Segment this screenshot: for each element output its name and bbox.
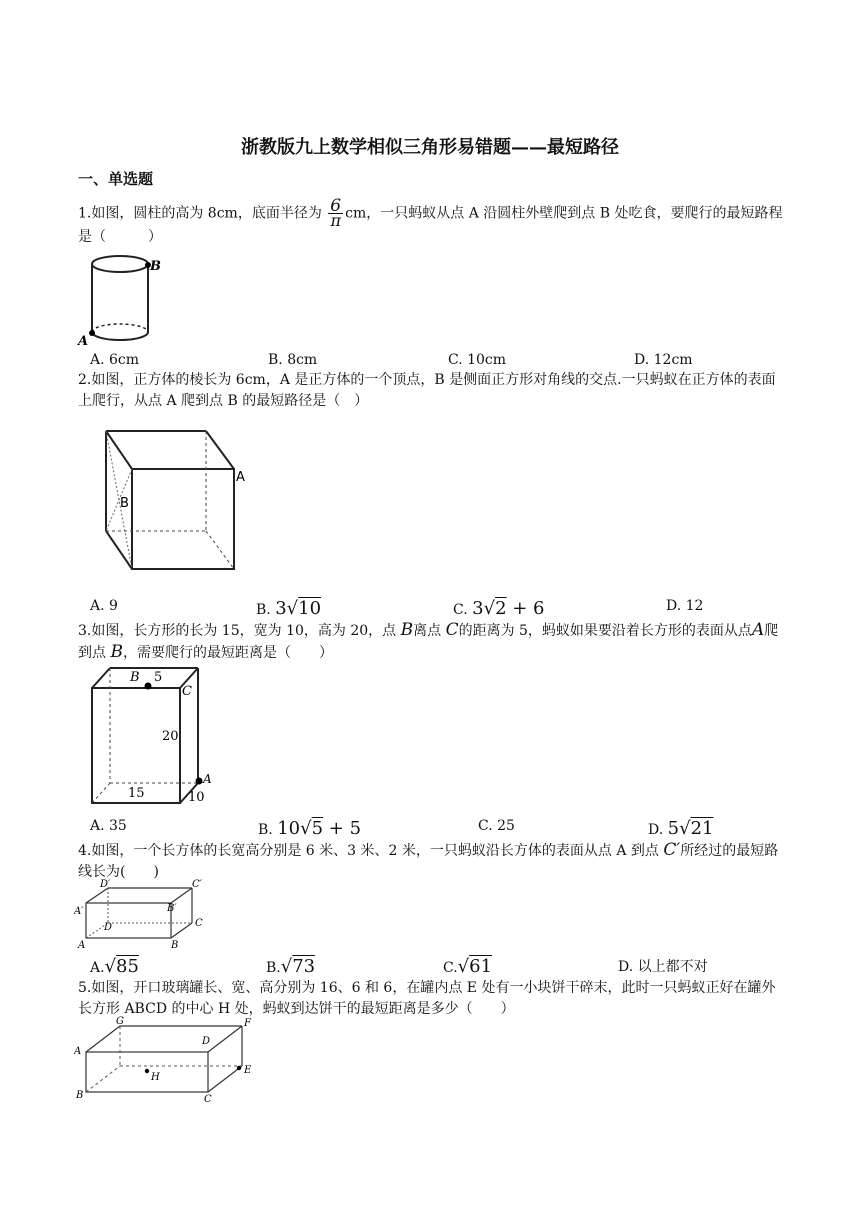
page-title: 浙教版九上数学相似三角形易错题——最短路径 (241, 137, 619, 158)
q4-c-radicand: 61 (469, 956, 493, 977)
q1-option-b[interactable]: B. 8cm (268, 352, 318, 368)
fig1-label-b: B (150, 259, 161, 274)
q2-option-c-label: C. (453, 602, 468, 618)
fig5-label-a: A (74, 1046, 82, 1057)
q4-option-b-label: B. (266, 960, 281, 976)
q4-option-a[interactable] (90, 956, 139, 977)
fig2-label-a: A (236, 470, 245, 485)
fig5-label-e: E (244, 1065, 252, 1076)
q2-option-d[interactable]: D. 12 (666, 598, 704, 614)
fig4-label-d-prime: D′ (100, 879, 111, 890)
fig4-label-c-prime: C′ (192, 879, 202, 890)
question-1-text-b: cm，一只蚂蚁从点 A 沿圆柱外壁爬到点 B 处吃食，要爬行的最短路程是（ ） (78, 205, 783, 245)
q4-text-a: 4.如图，一个长方体的长宽高分别是 6 米、3 米、2 米，一只蚂蚁沿长方体的表面从点 A 到点 (78, 843, 659, 859)
question-5-figure-jar (74, 1014, 264, 1104)
fig5-label-d: D (202, 1036, 211, 1047)
q3-option-b[interactable] (258, 818, 361, 839)
fig3-label-15: 15 (128, 786, 145, 801)
q4-option-a-math: √85 (104, 956, 139, 977)
question-1 (78, 196, 786, 248)
q3-b-radicand: 5 (311, 818, 324, 839)
question-5-text: 5.如图，开口玻璃罐长、宽、高分别为 16、6 和 6，在罐内点 E 处有一小块饼干碎末，此时一只蚂蚁正好在罐外长方形 ABCD 的中心 H 处，蚂蚁到达饼干的最短距离是多少（ ） (78, 980, 776, 1017)
question-3-figure-box (82, 663, 222, 808)
fig4-label-c: C (195, 918, 203, 929)
q3-option-d-label: D. (648, 822, 664, 838)
q3-sym-b2: B (110, 642, 123, 662)
q2-option-b-label: B. (256, 602, 271, 618)
q4-option-b-math: √73 (280, 956, 316, 977)
q4-option-c-math: √61 (457, 956, 493, 977)
q3-text-d: 爬到点 (78, 623, 779, 661)
q1-option-d[interactable]: D. 12cm (634, 352, 693, 368)
q2-option-c-math: 3√2 + 6 (472, 598, 545, 619)
fig3-label-5: 5 (154, 670, 163, 685)
fig5-label-f: F (244, 1018, 251, 1029)
q4-b-radicand: 73 (292, 956, 316, 977)
q3-option-d[interactable] (648, 818, 713, 839)
question-2-figure-cube (100, 425, 250, 575)
fig5-label-g: G (116, 1016, 124, 1027)
fig4-label-a: A (78, 940, 86, 951)
q3-option-b-math: 10√5 + 5 (277, 818, 362, 839)
fig3-label-b: B (130, 670, 140, 685)
q3-text-c: 的距离为 5，蚂蚁如果要沿着长方形的表面从点 (458, 623, 752, 639)
q3-option-d-math: 5√21 (667, 818, 714, 839)
q4-option-c-label: C. (443, 960, 458, 976)
q3-option-a[interactable]: A. 35 (90, 818, 127, 834)
q3-text-e: ，需要爬行的最短距离是（ ） (122, 645, 333, 661)
fig4-label-d: D (104, 922, 113, 933)
q3-b-tail: + 5 (323, 818, 362, 839)
q2-option-b-math: 3√10 (275, 598, 322, 619)
q1-option-c[interactable]: C. 10cm (448, 352, 507, 368)
q2-c-radicand: 2 (495, 598, 507, 619)
section-heading: 一、单选题 (78, 170, 154, 188)
q3-d-coef: 5 (667, 818, 680, 839)
fig3-label-10: 10 (188, 790, 205, 805)
fig4-label-a-prime: A′ (74, 906, 84, 917)
fig4-label-b: B (171, 940, 179, 951)
fig3-label-c: C (182, 684, 192, 699)
fig3-label-20: 20 (162, 729, 179, 744)
q3-sym-c: C (445, 620, 459, 640)
q3-d-radicand: 21 (690, 818, 714, 839)
question-4-figure-box (74, 878, 214, 952)
q2-option-b[interactable] (256, 598, 321, 619)
question-2-text: 2.如图，正方体的棱长为 6cm，A 是正方体的一个顶点，B 是侧面正方形对角线的交点.一只蚂蚁在正方体的表面上爬行，从点 A 爬到点 B 的最短路径是（ ） (78, 372, 776, 409)
q2-option-a[interactable]: A. 9 (90, 598, 118, 614)
q1-option-a[interactable]: A. 6cm (90, 352, 140, 368)
fig5-label-c: C (204, 1094, 212, 1104)
fig5-label-b: B (76, 1090, 84, 1101)
fraction-6-over-pi (328, 196, 343, 230)
question-1-text-a: 1.如图，圆柱的高为 8cm，底面半径为 (78, 205, 322, 222)
fig5-label-h: H (151, 1072, 160, 1083)
q3-sym-a: A (751, 620, 765, 640)
fig2-label-b: B (120, 496, 129, 511)
q4-option-c[interactable] (443, 956, 492, 977)
q4-text-b: 所经过的最短路线长为( ) (78, 843, 779, 880)
q2-b-radicand: 10 (298, 598, 322, 619)
q4-sym-c-prime: C′ (663, 840, 681, 860)
q4-option-d[interactable]: D. 以上都不对 (618, 959, 708, 975)
fig1-label-a: A (78, 334, 89, 348)
q2-option-c[interactable] (453, 598, 545, 619)
fig4-label-b-prime: B′ (167, 903, 177, 914)
question-1-figure-cylinder (76, 248, 166, 348)
question-4 (78, 840, 786, 883)
q2-c-tail: + 6 (506, 598, 545, 619)
q3-text-b: 离点 (413, 623, 442, 639)
q2-c-coef: 3 (472, 598, 484, 619)
fraction-numerator: 6 (330, 196, 342, 216)
fraction-denominator: π (330, 211, 341, 230)
fig3-label-a: A (203, 772, 212, 786)
q4-option-b[interactable] (266, 956, 315, 977)
q2-b-coef: 3 (275, 598, 287, 619)
q3-sym-b: B (400, 620, 414, 640)
q3-text-a: 3.如图，长方形的长为 15，宽为 10，高为 20，点 (78, 623, 397, 639)
q4-option-a-label: A. (90, 960, 105, 976)
q3-b-coef: 10 (277, 818, 301, 839)
question-3 (78, 620, 786, 664)
q3-option-c[interactable]: C. 25 (478, 818, 515, 834)
q4-a-radicand: 85 (116, 956, 139, 977)
q3-option-b-label: B. (258, 822, 273, 838)
